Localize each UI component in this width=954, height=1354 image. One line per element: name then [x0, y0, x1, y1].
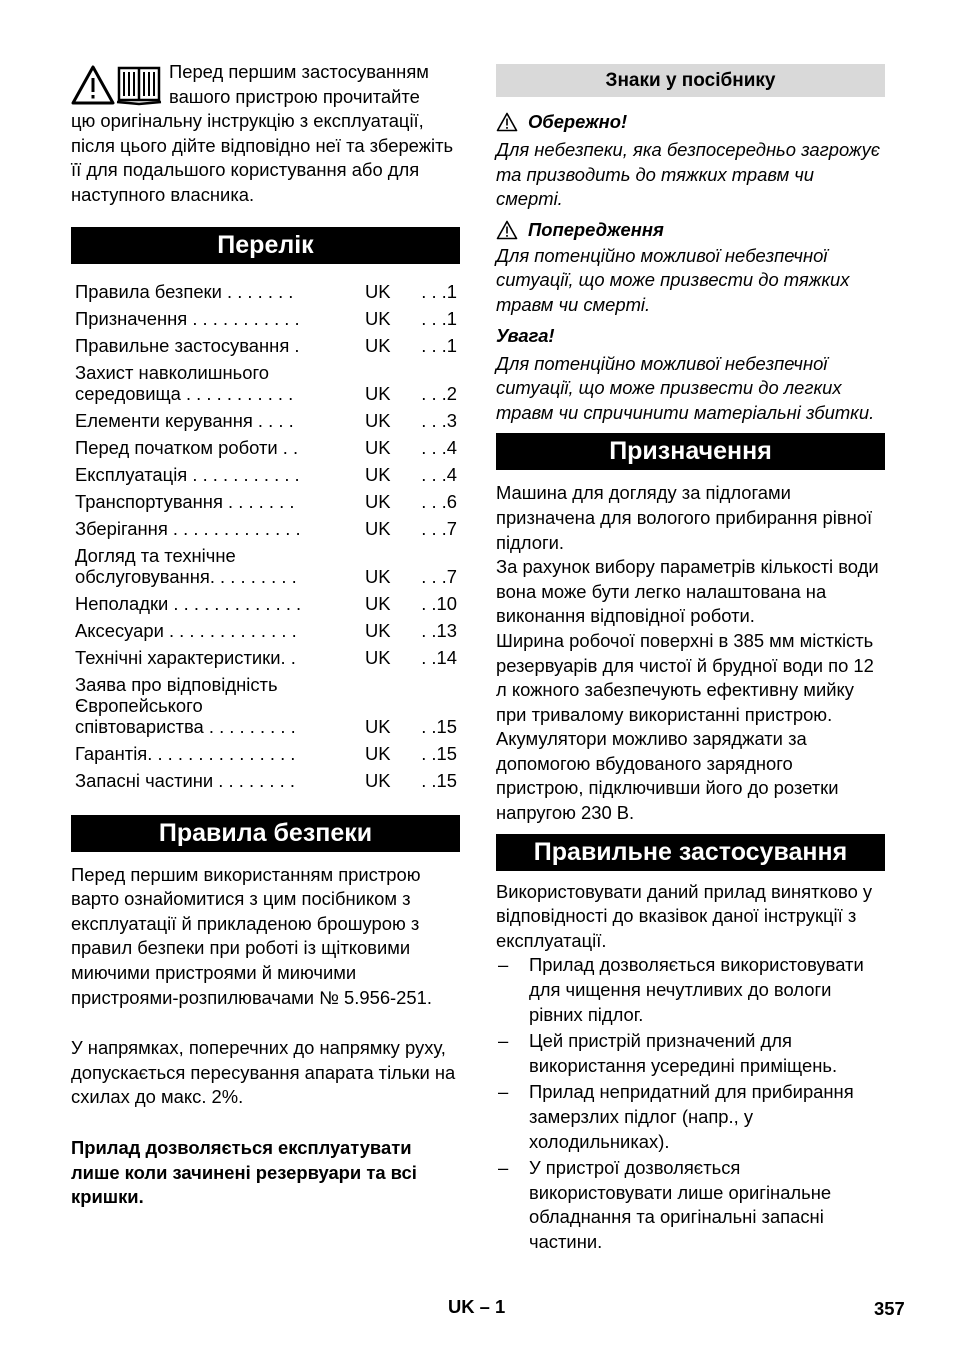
intro-line-1: Перед першим застосуванням [169, 61, 429, 82]
toc-entry-title: Правильне застосування . [75, 334, 300, 356]
toc-entry-title: Експлуатація . . . . . . . . . . . [75, 463, 300, 485]
warning-triangle-icon [73, 67, 113, 103]
toc-row [75, 770, 460, 791]
caution-text: Для потенційно можливої небезпечної ситуації, що може призвести до легких травм чи спричинити матеріальні збитки. [496, 352, 875, 423]
toc-entry-page: . .13 [421, 619, 457, 641]
toc-row [75, 464, 460, 485]
toc-entry-section: UK [365, 742, 391, 764]
toc-entry-section: UK [365, 280, 391, 302]
caution-label: Увага! [496, 324, 555, 346]
toc-list [71, 281, 460, 791]
toc-entry-page: . .10 [421, 592, 457, 614]
toc-row [75, 545, 460, 587]
toc-row [75, 743, 460, 764]
proper-use-item-text: Цей пристрій призначений для використання усередині приміщень. [529, 1030, 838, 1076]
danger-label: Обережно! [528, 111, 628, 132]
proper-use-item [496, 1029, 885, 1078]
signs-heading: Знаки у посібнику [496, 64, 885, 97]
toc-entry-section: UK [365, 517, 391, 539]
toc-entry-page: . . .3 [421, 409, 457, 431]
toc-entry-title: Заява про відповідність Європейського співтовариства . . . . . . . . . [75, 673, 296, 737]
toc-entry-title: Запасні частини . . . . . . . . [75, 769, 295, 791]
footer-section-label: UK – 1 [448, 1296, 506, 1317]
intro-notice [71, 60, 460, 208]
toc-entry-section: UK [365, 463, 391, 485]
toc-entry-section: UK [365, 769, 391, 791]
toc-row [75, 362, 460, 404]
dash-bullet: – [498, 1081, 509, 1103]
proper-use-item-text: Прилад непридатний для прибирання замерзлих підлог (напр., у холодильниках). [529, 1081, 854, 1152]
intro-rest: цю оригінальну інструкцію з експлуатації, після цього дійте відповідно неї та збережіть її для подальшого користування або для наступного власника. [71, 110, 454, 205]
dash-bullet: – [498, 1157, 509, 1179]
toc-entry-title: Призначення . . . . . . . . . . . [75, 307, 300, 329]
toc-entry-section: UK [365, 382, 391, 404]
toc-row [75, 674, 460, 737]
intro-line-2: вашого пристрою прочитайте [169, 85, 420, 107]
toc-entry-page: . . .1 [421, 280, 457, 302]
danger-label-line [496, 110, 885, 134]
toc-entry-page: . . .7 [421, 565, 457, 587]
proper-use-item [496, 1156, 885, 1254]
toc-entry-title: Гарантія. . . . . . . . . . . . . . . [75, 742, 296, 764]
toc-entry-title: Захист навколишнього середовища . . . . . . . . . . . [75, 361, 294, 404]
proper-use-item-text: Прилад дозволяється використовувати для чищення нечутливих до вологи рівних підлог. [529, 954, 864, 1025]
safety-heading: Правила безпеки [71, 815, 460, 852]
toc-entry-section: UK [365, 334, 391, 356]
toc-entry-title: Перед початком роботи . . [75, 436, 299, 458]
toc-entry-title: Елементи керування . . . . [75, 409, 294, 431]
toc-entry-title: Технічні характеристики. . [75, 646, 296, 668]
toc-entry-title: Догляд та технічне обслуговування. . . . . . . . . [75, 544, 297, 587]
proper-use-item [496, 953, 885, 1027]
toc-row [75, 593, 460, 614]
toc-entry-section: UK [365, 490, 391, 512]
purpose-paragraph-1: Машина для догляду за підлогами призначена для вологого прибирання рівної підлоги. [496, 482, 873, 553]
danger-text: Для небезпеки, яка безпосередньо загрожує та призводить до тяжких травм чи смерті. [496, 139, 880, 210]
toc-entry-page: . . .4 [421, 463, 457, 485]
toc-entry-section: UK [365, 436, 391, 458]
toc-heading: Перелік [71, 227, 460, 264]
warning-triangle-icon [496, 220, 518, 240]
toc-entry-section: UK [365, 592, 391, 614]
dash-bullet: – [498, 954, 509, 976]
toc-entry-section: UK [365, 409, 391, 431]
toc-entry-page: . . .2 [421, 382, 457, 404]
toc-entry-title: Аксесуари . . . . . . . . . . . . . [75, 619, 297, 641]
toc-entry-section: UK [365, 715, 391, 737]
warning-label: Попередження [528, 218, 664, 240]
proper-use-item-text: У пристрої дозволяється використовувати лише оригінальне обладнання та оригінальні запасні частини. [529, 1157, 832, 1252]
toc-row [75, 308, 460, 329]
toc-entry-section: UK [365, 619, 391, 641]
left-column [71, 60, 460, 1210]
purpose-heading: Призначення [496, 433, 885, 470]
safety-paragraph-3: Прилад дозволяється експлуатувати лише коли зачинені резервуари та всі кришки. [71, 1136, 417, 1208]
toc-row [75, 281, 460, 302]
toc-entry-page: . . .4 [421, 436, 457, 458]
purpose-paragraph-4: Акумулятори можливо заряджати за допомогою вбудованого зарядного пристрою, підключивши його до розетки напругою 230 В. [496, 728, 839, 824]
toc-entry-section: UK [365, 646, 391, 668]
toc-entry-page: . .15 [421, 769, 457, 791]
toc-entry-section: UK [365, 565, 391, 587]
toc-entry-page: . .15 [421, 715, 457, 737]
purpose-paragraph-3: Ширина робочої поверхні в 385 мм місткість резервуарів для чистої й брудної води по 12 л кожного забезпечують ефективну мийку при тривалому використанні пристрою. [496, 629, 874, 725]
proper-use-list [496, 953, 885, 1254]
toc-entry-page: . . .6 [421, 490, 457, 512]
safety-paragraph-2: У напрямках, поперечних до напрямку руху, допускається пересування апарата тільки на схилах до макс. 2%. [71, 1037, 456, 1108]
page-number: 357 [874, 1298, 905, 1319]
purpose-paragraph-2: За рахунок вибору параметрів кількості води вона може бути легко налаштована на виконання відповідної роботи. [496, 556, 879, 627]
toc-row [75, 437, 460, 458]
toc-row [75, 410, 460, 431]
toc-entry-page: . .15 [421, 742, 457, 764]
toc-entry-title: Неполадки . . . . . . . . . . . . . [75, 592, 302, 614]
right-column [496, 64, 885, 1257]
toc-row [75, 620, 460, 641]
proper-use-intro: Використовувати даний прилад винятково у відповідності до вказівок даної інструкції з експлуатації. [496, 880, 873, 951]
toc-entry-title: Правила безпеки . . . . . . . [75, 280, 294, 302]
toc-entry-section: UK [365, 307, 391, 329]
toc-entry-page: . . .7 [421, 517, 457, 539]
toc-row [75, 491, 460, 512]
caution-label-line [496, 324, 885, 348]
warning-label-line [496, 218, 885, 242]
warning-triangle-icon [496, 112, 518, 132]
toc-row [75, 518, 460, 539]
warning-text: Для потенційно можливої небезпечної ситуації, що може призвести до тяжких травм чи смерті. [496, 244, 850, 315]
manual-book-icon [117, 68, 161, 104]
toc-row [75, 647, 460, 668]
toc-row [75, 335, 460, 356]
toc-entry-page: . . .1 [421, 334, 457, 356]
safety-paragraph-1: Перед першим використанням пристрою варто ознайомитися з цим посібником з експлуатації й прикладеною брошурою з правил безпеки при роботі із щітковими миючими пристроями й миючими пристроями-розпилювачами № 5.956-251. [71, 863, 432, 1008]
intro-icons [71, 64, 167, 108]
toc-entry-title: Транспортування . . . . . . . [75, 490, 295, 512]
proper-use-item [496, 1080, 885, 1154]
toc-entry-title: Зберігання . . . . . . . . . . . . . [75, 517, 301, 539]
proper-use-heading: Правильне застосування [496, 834, 885, 871]
dash-bullet: – [498, 1030, 509, 1052]
toc-entry-page: . .14 [421, 646, 457, 668]
toc-entry-page: . . .1 [421, 307, 457, 329]
